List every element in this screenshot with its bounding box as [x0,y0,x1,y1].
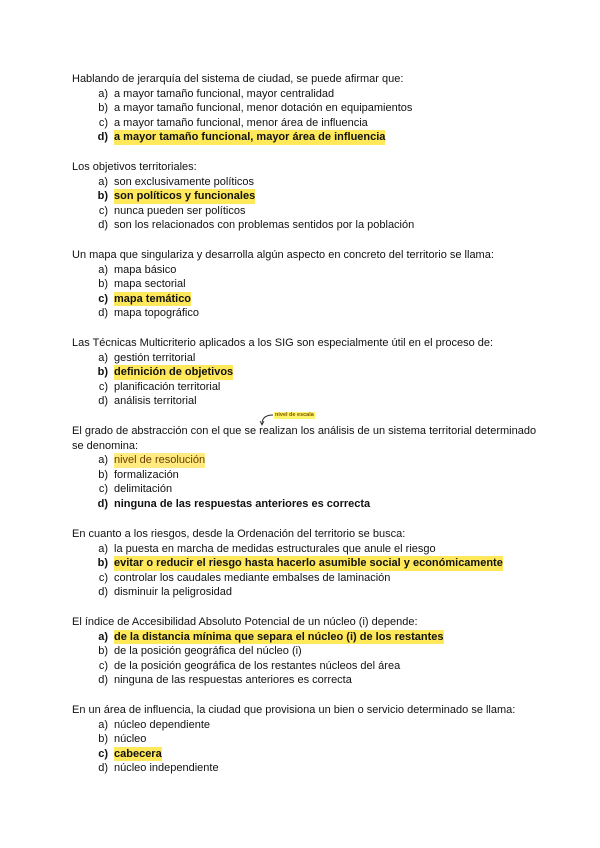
option-b [72,732,542,747]
option-letter: d) [97,131,108,144]
option-d [72,585,542,600]
option-text: ninguna de las respuestas anteriores es correcta [114,674,352,687]
option-a [72,718,542,733]
option-text: la puesta en marcha de medidas estructurales que anule el riesgo [114,542,436,555]
question-text: El grado de abstracción con el que se realizan los análisis de un sistema territorial determinado se denomina: [72,425,537,452]
option-letter: b) [97,190,108,203]
option-letter: a) [98,175,108,188]
option-letter: b) [97,557,108,570]
option-a-marked [72,453,542,468]
option-d [72,673,542,688]
option-letter: b) [98,468,108,481]
option-letter: d) [98,674,108,687]
question-text: Hablando de jerarquía del sistema de ciudad, se puede afirmar que: [72,73,404,85]
option-letter: a) [98,542,108,555]
option-text: mapa sectorial [114,278,186,291]
option-text: gestión territorial [114,351,196,364]
option-letter: b) [98,733,108,746]
question-text: Un mapa que singulariza y desarrolla algún aspecto en concreto del territorio se llama: [72,249,494,261]
option-text-highlighted: mapa temático [114,292,192,305]
question-text: En un área de influencia, la ciudad que provisiona un bien o servicio determinado se llama: [72,704,516,716]
option-text: de la posición geográfica del núcleo (i) [114,645,302,658]
option-text-highlighted: nivel de resolución [114,454,206,467]
option-letter: a) [98,263,108,276]
option-letter: d) [98,762,108,775]
option-letter: c) [98,116,108,129]
question-text: Los objetivos territoriales: [72,161,197,173]
options-list [72,542,542,600]
option-letter: a) [98,351,108,364]
option-text-highlighted: de la distancia mínima que separa el núcleo (i) de los restantes [114,630,444,643]
option-letter: c) [98,747,108,760]
option-text: a mayor tamaño funcional, menor dotación en equipamientos [114,102,413,115]
option-text: planificación territorial [114,380,221,393]
option-letter: d) [97,497,108,510]
option-text: a mayor tamaño funcional, mayor centralidad [114,87,335,100]
options-list [72,453,542,511]
option-text: controlar los caudales mediante embalses de laminación [114,571,391,584]
option-letter: b) [98,102,108,115]
option-text: núcleo independiente [114,762,219,775]
option-d [72,761,542,776]
option-text-highlighted: son políticos y funcionales [114,190,256,203]
options-list [72,630,542,688]
options-list [72,718,542,776]
option-d-correct [72,497,542,512]
option-text-highlighted: definición de objetivos [114,366,234,379]
option-c [72,571,542,586]
question-text: En cuanto a los riesgos, desde la Ordenación del territorio se busca: [72,528,406,540]
question-5 [72,424,542,512]
option-letter: c) [98,659,108,672]
option-letter: b) [97,366,108,379]
option-b [72,644,542,659]
option-text-highlighted: evitar o reducir el riesgo hasta hacerlo asumible social y económicamente [114,557,503,570]
option-c-correct [72,747,542,762]
option-letter: c) [98,292,108,305]
option-text: disminuir la peligrosidad [114,586,233,599]
option-letter: b) [98,278,108,291]
option-text: de la posición geográfica de los restantes núcleos del área [114,659,401,672]
option-letter: c) [98,571,108,584]
option-letter: a) [98,718,108,731]
option-text: mapa básico [114,263,177,276]
option-text: son exclusivamente políticos [114,175,255,188]
option-letter: d) [98,586,108,599]
option-text: ninguna de las respuestas anteriores es correcta [114,497,371,510]
option-c [72,482,542,497]
option-text: formalización [114,468,179,481]
option-letter: c) [98,204,108,217]
option-text: núcleo dependiente [114,718,211,731]
question-6 [72,527,542,600]
handwritten-annotation: nivel de escala [275,412,314,418]
option-letter: d) [98,219,108,232]
option-letter: c) [98,483,108,496]
option-text: nunca pueden ser políticos [114,204,246,217]
option-text: a mayor tamaño funcional, menor área de influencia [114,116,368,129]
option-text: núcleo [114,733,147,746]
option-a [72,542,542,557]
option-letter: c) [98,380,108,393]
option-c [72,659,542,674]
option-text: delimitación [114,483,173,496]
option-text: análisis territorial [114,395,197,408]
option-text-highlighted: a mayor tamaño funcional, mayor área de influencia [114,131,386,144]
option-letter: a) [98,454,108,467]
option-letter: b) [98,645,108,658]
option-b-correct [72,556,542,571]
option-text: son los relacionados con problemas sentidos por la población [114,219,415,232]
option-text: mapa topográfico [114,307,199,320]
option-letter: d) [98,307,108,320]
option-text-highlighted: cabecera [114,747,162,760]
option-letter: a) [98,87,108,100]
question-text: Las Técnicas Multicriterio aplicados a los SIG son especialmente útil en el proceso de: [72,337,494,349]
question-text: El índice de Accesibilidad Absoluto Potencial de un núcleo (i) depende: [72,616,418,628]
option-letter: d) [98,395,108,408]
question-8 [72,703,542,776]
option-b [72,468,542,483]
option-letter: a) [98,630,108,643]
option-a-correct [72,630,542,645]
question-7 [72,615,542,688]
